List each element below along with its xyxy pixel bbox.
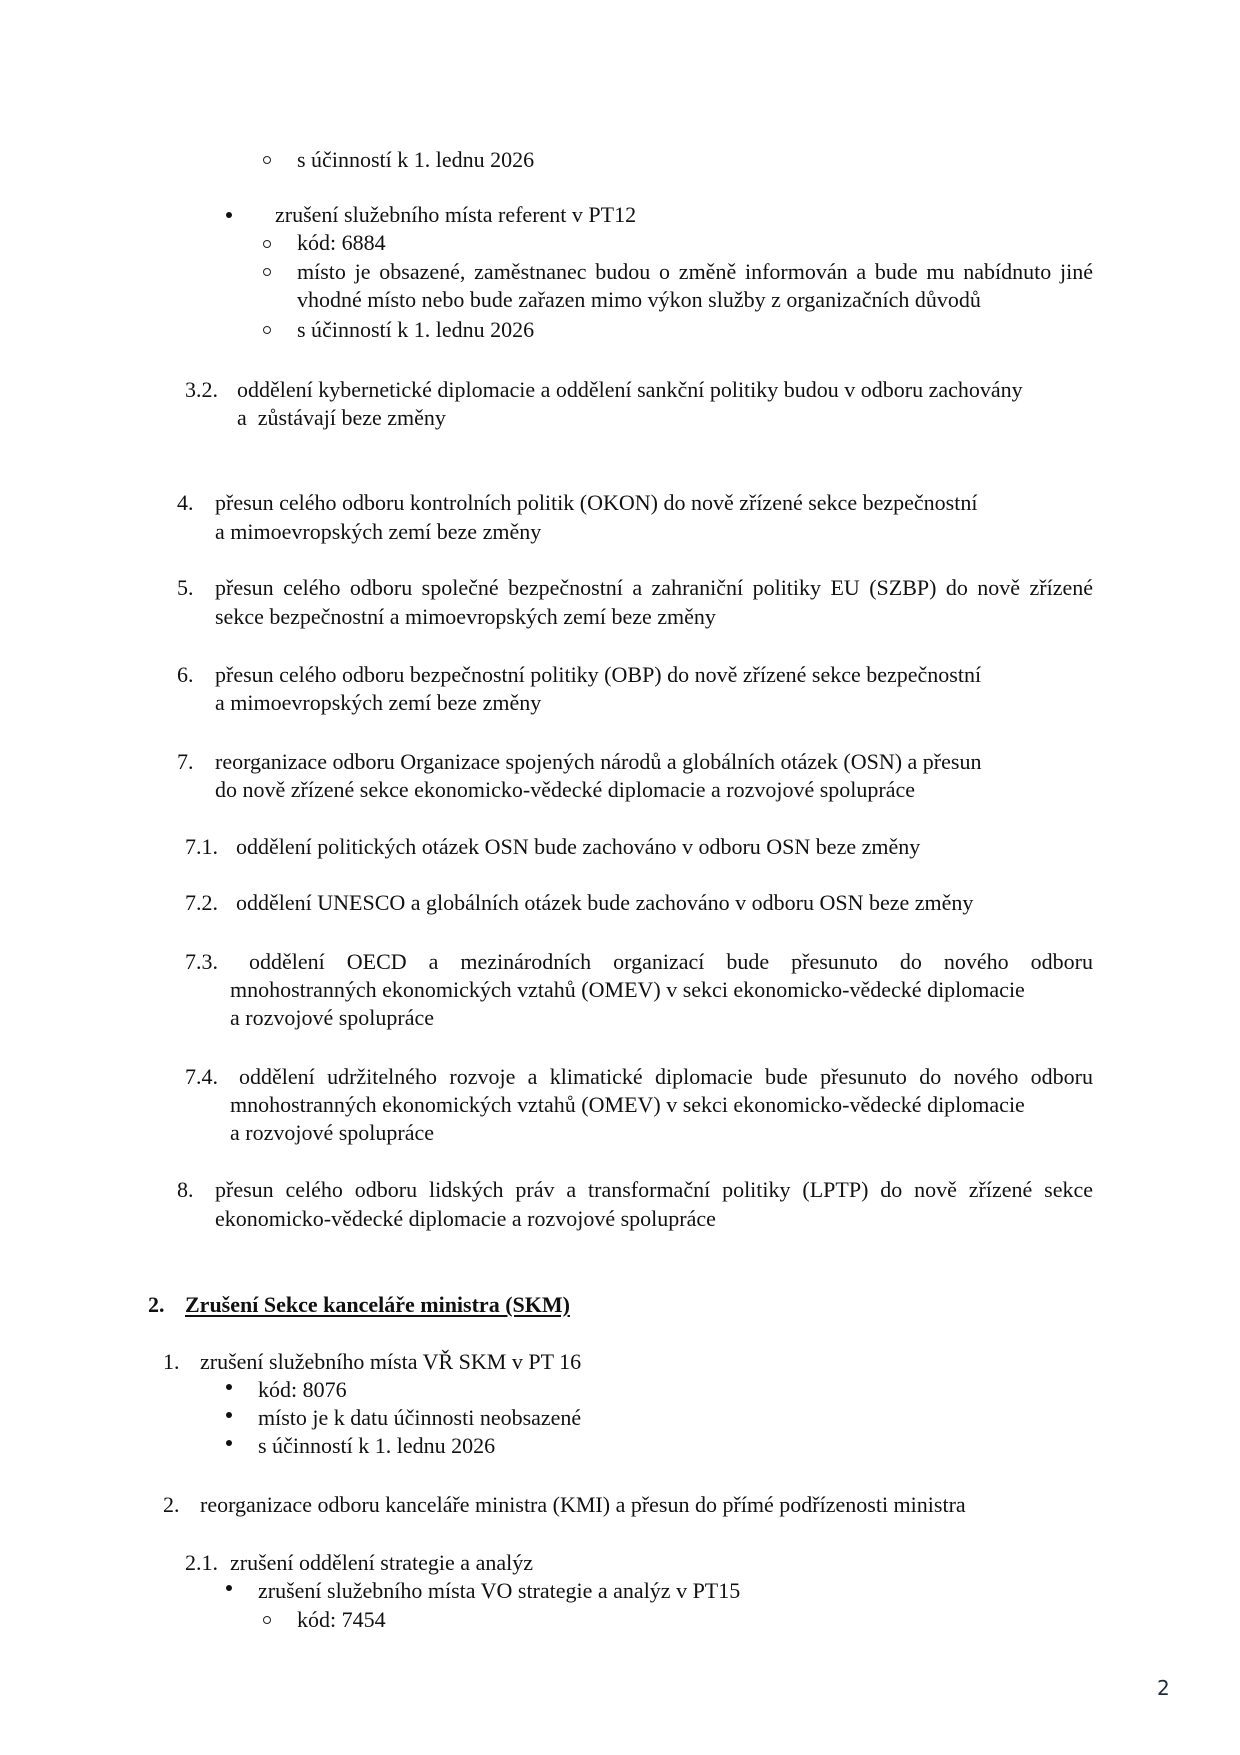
circle-bullet-icon (263, 240, 271, 248)
item-number: 5. (177, 575, 194, 600)
vacancy-line: místo je k datu účinnosti neobsazené (258, 1405, 582, 1430)
subitem-7-2-line: oddělení UNESCO a globálních otázek bude zachováno v odboru OSN beze změny (236, 890, 974, 915)
page-number: 2 (1157, 1676, 1170, 1700)
kmi-reorganization-line: reorganizace odboru kanceláře ministra (KMI) a přesun do přímé podřízenosti ministra (200, 1492, 966, 1517)
bullet-icon (226, 1585, 232, 1591)
circle-bullet-icon (263, 268, 271, 276)
subitem-7-3-line-cont: mnohostranných ekonomických vztahů (OMEV) v sekci ekonomicko-vědecké diplomacie (230, 977, 1025, 1002)
item-4-line-cont: a mimoevropských zemí beze změny (215, 519, 542, 544)
code-line: kód: 6884 (297, 230, 386, 255)
section-number: 2. (148, 1292, 165, 1317)
effective-date-line: s účinností k 1. lednu 2026 (258, 1433, 496, 1458)
subitem-7-3-line-cont: a rozvojové spolupráce (230, 1005, 435, 1030)
subitem-number: 7.4. (185, 1064, 218, 1089)
strategy-dept-line: zrušení oddělení strategie a analýz (230, 1550, 533, 1575)
subitem-number: 7.3. (185, 949, 218, 974)
item-5-line: přesun celého odboru společné bezpečnostní a zahraniční politiky EU (SZBP) do nově zřízené (215, 575, 1093, 600)
item-7-line: reorganizace odboru Organizace spojených národů a globálních otázek (OSN) a přesun (215, 749, 982, 774)
bullet-icon (226, 1384, 232, 1390)
circle-bullet-icon (263, 1616, 271, 1624)
vo-position-line: zrušení služebního místa VO strategie a analýz v PT15 (258, 1578, 741, 1603)
subitem-7-1-line: oddělení politických otázek OSN bude zachováno v odboru OSN beze změny (236, 834, 921, 859)
subitem-number: 2.1. (185, 1550, 218, 1575)
bullet-icon (226, 1412, 232, 1418)
item-number: 8. (177, 1177, 194, 1202)
referent-position-line: zrušení služebního místa referent v PT12 (275, 202, 637, 227)
subitem-number: 7.1. (185, 834, 218, 859)
item-number: 6. (177, 662, 194, 687)
code-line: kód: 7454 (297, 1607, 386, 1632)
circle-bullet-icon (263, 326, 271, 334)
subitem-number: 7.2. (185, 890, 218, 915)
circle-bullet-icon (263, 156, 271, 164)
item-7-line-cont: do nově zřízené sekce ekonomicko-vědecké diplomacie a rozvojové spolupráce (215, 777, 916, 802)
occupied-line: místo je obsazené, zaměstnanec budou o změně informován a bude mu nabídnuto jiné (297, 259, 1093, 284)
item-6-line: přesun celého odboru bezpečnostní politiky (OBP) do nově zřízené sekce bezpečnostní (215, 662, 982, 687)
subitem-7-4-line-cont: a rozvojové spolupráce (230, 1120, 435, 1145)
item-number: 7. (177, 749, 194, 774)
item-8-line: přesun celého odboru lidských práv a transformační politiky (LPTP) do nově zřízené sekce (215, 1177, 1093, 1202)
effective-date-line: s účinností k 1. lednu 2026 (297, 317, 535, 342)
code-line: kód: 8076 (258, 1377, 347, 1402)
subitem-7-4-line: oddělení udržitelného rozvoje a klimatické diplomacie bude přesunuto do nového odboru (239, 1064, 1093, 1089)
item-5-line-cont: sekce bezpečnostní a mimoevropských zemí beze změny (215, 604, 716, 629)
section-heading: Zrušení Sekce kanceláře ministra (SKM) (185, 1292, 570, 1317)
occupied-line-cont: vhodné místo nebo bude zařazen mimo výkon služby z organizačních důvodů (297, 287, 981, 312)
skm-position-line: zrušení služebního místa VŘ SKM v PT 16 (200, 1349, 582, 1374)
subitem-7-4-line-cont: mnohostranných ekonomických vztahů (OMEV) v sekci ekonomicko-vědecké diplomacie (230, 1092, 1025, 1117)
item-number: 4. (177, 490, 194, 515)
item-number: 2. (163, 1492, 180, 1517)
item-3-2-line-cont: a zůstávají beze změny (237, 405, 446, 430)
item-number: 3.2. (185, 377, 218, 402)
bullet-icon (226, 1440, 232, 1446)
subitem-7-3-line: oddělení OECD a mezinárodních organizací bude přesunuto do nového odboru (249, 949, 1093, 974)
effective-date-line: s účinností k 1. lednu 2026 (297, 147, 535, 172)
item-4-line: přesun celého odboru kontrolních politik (OKON) do nově zřízené sekce bezpečnostní (215, 490, 978, 515)
item-3-2-line: oddělení kybernetické diplomacie a oddělení sankční politiky budou v odboru zachovány (237, 377, 1023, 402)
item-number: 1. (163, 1349, 180, 1374)
item-6-line-cont: a mimoevropských zemí beze změny (215, 690, 542, 715)
item-8-line-cont: ekonomicko-vědecké diplomacie a rozvojové spolupráce (215, 1206, 716, 1231)
bullet-icon (226, 212, 232, 218)
